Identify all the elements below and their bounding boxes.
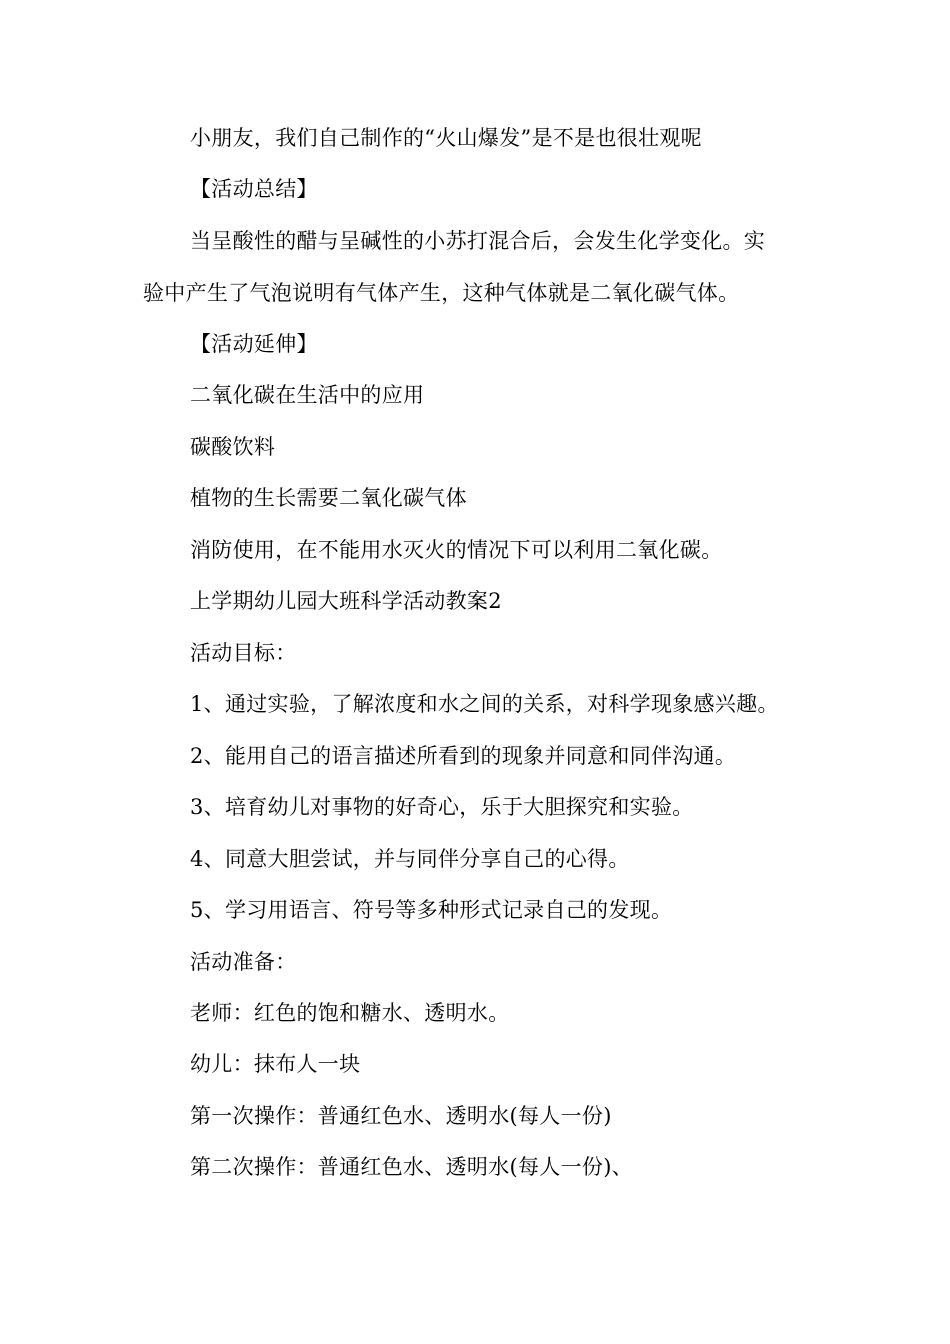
paragraph-line: 碳酸饮料 [190, 435, 276, 459]
paragraph-line: 当呈酸性的醋与呈碱性的小苏打混合后，会发生化学变化。实 [190, 229, 766, 253]
section-heading: 【活动总结】 [190, 177, 318, 201]
paragraph-line: 植物的生长需要二氧化碳气体 [190, 486, 467, 510]
section-heading: 【活动延伸】 [190, 332, 318, 356]
list-item: 1、通过实验，了解浓度和水之间的关系，对科学现象感兴趣。 [190, 692, 779, 716]
document-title: 上学期幼儿园大班科学活动教案2 [190, 589, 502, 613]
paragraph-line: 老师：红色的饱和糖水、透明水。 [190, 1001, 510, 1025]
paragraph-line: 验中产生了气泡说明有气体产生，这种气体就是二氧化碳气体。 [143, 281, 740, 305]
paragraph-line: 小朋友，我们自己制作的“火山爆发”是不是也很壮观呢 [190, 126, 702, 150]
list-item: 3、培育幼儿对事物的好奇心，乐于大胆探究和实验。 [190, 795, 694, 819]
list-item: 4、同意大胆尝试，并与同伴分享自己的心得。 [190, 847, 630, 871]
paragraph-line: 第二次操作：普通红色水、透明水(每人一份)、 [190, 1155, 633, 1179]
paragraph-line: 消防使用，在不能用水灭火的情况下可以利用二氧化碳。 [190, 538, 723, 562]
paragraph-line: 第一次操作：普通红色水、透明水(每人一份) [190, 1104, 612, 1128]
list-item: 5、学习用语言、符号等多种形式记录自己的发现。 [190, 898, 673, 922]
section-heading: 活动准备： [190, 950, 297, 974]
paragraph-line: 幼儿：抹布人一块 [190, 1052, 361, 1076]
section-heading: 活动目标： [190, 641, 297, 665]
list-item: 2、能用自己的语言描述所看到的现象并同意和同伴沟通。 [190, 744, 737, 768]
paragraph-line: 二氧化碳在生活中的应用 [190, 383, 425, 407]
